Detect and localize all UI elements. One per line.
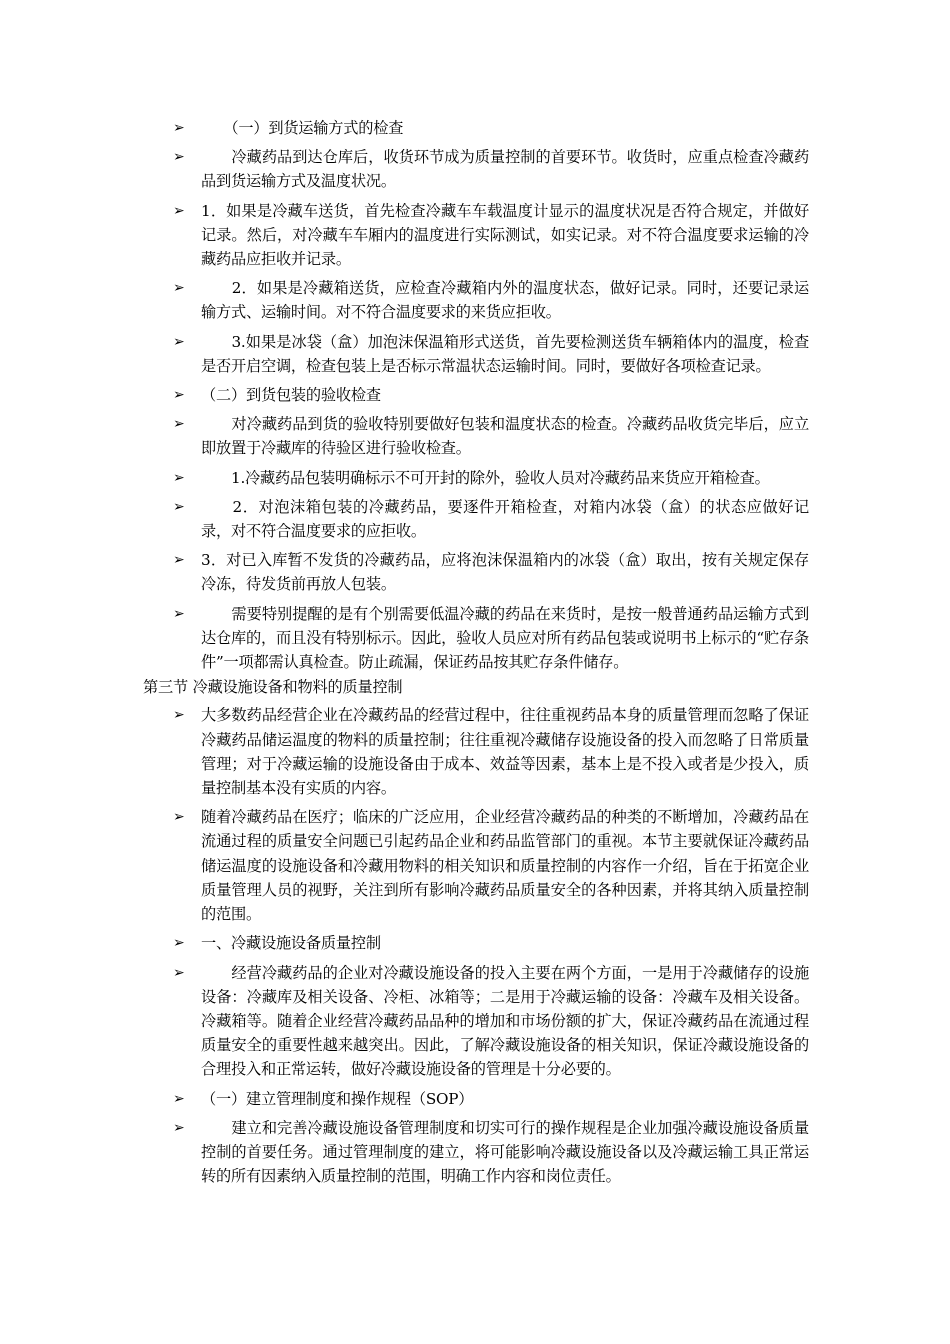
paragraph: 对冷藏药品到货的验收特别要做好包装和温度状态的检查。冷藏药品收货完毕后，应立即放置于冷藏库的待验区进行验收检查。 — [201, 415, 809, 458]
arrow-bullet-icon: ➢ — [173, 964, 185, 981]
paragraph: 需要特别提醒的是有个别需要低温冷藏的药品在来货时，是按一般普通药品运输方式到达仓库的，而且没有特别标示。因此，验收人员应对所有药品包装或说明书上标示的“贮存条件”一项都需认真检查。防止疏漏，保证药品按其贮存条件储存。 — [201, 604, 809, 672]
paragraph: 3.如果是冰袋（盒）加泡沫保温箱形式送货，首先要检测送货车辆箱体内的温度，检查是否开启空调，检查包装上是否标示常温状态运输时间。同时，要做好各项检查记录。 — [201, 332, 809, 375]
list-item — [173, 116, 809, 140]
paragraph: 2．如果是冷藏箱送货，应检查冷藏箱内外的温度状态，做好记录。同时，还要记录运输方式、运输时间。对不符合温度要求的来货应拒收。 — [201, 279, 809, 322]
paragraph: 建立和完善冷藏设施设备管理制度和切实可行的操作规程是企业加强冷藏设施设备质量控制的首要任务。通过管理制度的建立，将可能影响冷藏设施设备以及冷藏运输工具正常运转的所有因素纳入质量控制的范围，明确工作内容和岗位责任。 — [201, 1118, 809, 1186]
arrow-bullet-icon: ➢ — [173, 149, 185, 166]
arrow-bullet-icon: ➢ — [173, 416, 185, 433]
document-content — [0, 116, 950, 1193]
paragraph: 1．如果是冷藏车送货，首先检查冷藏车车载温度计显示的温度状况是否符合规定，并做好记录。然后，对冷藏车车厢内的温度进行实际测试，如实记录。对不符合温度要求运输的冷藏药品应拒收并记录。 — [201, 201, 809, 269]
list-item — [173, 961, 809, 1082]
subheading-package-check: （二）到货包装的验收检查 — [201, 386, 381, 405]
arrow-bullet-icon: ➢ — [173, 707, 185, 724]
list-item — [173, 805, 809, 926]
paragraph: 3．对已入库暂不发货的冷藏药品，应将泡沫保温箱内的冰袋（盒）取出，按有关规定保存冷冻，待发货前再放人包装。 — [201, 551, 809, 594]
list-item — [173, 602, 809, 675]
list-item — [173, 330, 809, 378]
arrow-bullet-icon: ➢ — [173, 202, 185, 219]
arrow-bullet-icon: ➢ — [173, 469, 185, 486]
arrow-bullet-icon: ➢ — [173, 120, 185, 136]
list-item — [173, 1087, 809, 1111]
paragraph: 随着冷藏药品在医疗；临床的广泛应用，企业经营冷藏药品的种类的不断增加，冷藏药品在流通过程的质量安全问题已引起药品企业和药品监管部门的重视。本节主要就保证冷藏药品储运温度的设施设备和冷藏用物料的相关知识和质量控制的内容作一介绍，旨在于拓宽企业质量管理人员的视野，关注到所有影响冷藏药品质量安全的各种因素，并将其纳入质量控制的范围。 — [201, 808, 809, 924]
list-item — [173, 495, 809, 543]
paragraph: 2．对泡沫箱包装的冷藏药品，要逐件开箱检查，对箱内冰袋（盒）的状态应做好记录，对不符合温度要求的应拒收。 — [201, 497, 809, 541]
list-item — [173, 383, 809, 407]
arrow-bullet-icon: ➢ — [173, 935, 185, 952]
list-item — [173, 466, 809, 490]
arrow-bullet-icon: ➢ — [173, 1090, 185, 1107]
arrow-bullet-icon: ➢ — [173, 498, 185, 515]
section-heading: 第三节 冷藏设施设备和物料的质量控制 — [143, 678, 403, 697]
arrow-bullet-icon: ➢ — [173, 1119, 185, 1136]
subheading-equipment-control: 一、冷藏设施设备质量控制 — [201, 934, 381, 953]
list-item — [173, 931, 809, 955]
arrow-bullet-icon: ➢ — [173, 605, 185, 622]
list-item — [173, 199, 809, 272]
arrow-bullet-icon: ➢ — [173, 280, 185, 297]
subheading-sop: （一）建立管理制度和操作规程（SOP） — [201, 1089, 474, 1108]
arrow-bullet-icon: ➢ — [173, 333, 185, 350]
list-item — [173, 703, 809, 800]
list-item — [173, 276, 809, 324]
arrow-bullet-icon: ➢ — [173, 809, 185, 826]
paragraph: 冷藏药品到达仓库后，收货环节成为质量控制的首要环节。收货时，应重点检查冷藏药品到货运输方式及温度状况。 — [201, 148, 809, 191]
paragraph: 1.冷藏药品包装明确标示不可开封的除外，验收人员对冷藏药品来货应开箱检查。 — [201, 468, 770, 487]
list-item — [173, 145, 809, 193]
paragraph: 经营冷藏药品的企业对冷藏设施设备的投入主要在两个方面，一是用于冷藏储存的设施设备：冷藏库及相关设备、冷柜、冰箱等；二是用于冷藏运输的设备：冷藏车及相关设备。冷藏箱等。随着企业经营冷藏药品品种的增加和市场份额的扩大，保证冷藏药品在流通过程质量安全的重要性越来越突出。因此，了解冷藏设施设备的相关知识，保证冷藏设施设备的合理投入和正常运转，做好冷藏设施设备的管理是十分必要的。 — [201, 963, 809, 1079]
arrow-bullet-icon: ➢ — [173, 552, 185, 569]
paragraph: 大多数药品经营企业在冷藏药品的经营过程中，往往重视药品本身的质量管理而忽略了保证冷藏药品储运温度的物料的质量控制；往往重视冷藏储存设施设备的投入而忽略了日常质量管理；对于冷藏运输的设施设备由于成本、效益等因素，基本上是不投入或者是少投入，质量控制基本没有实质的内容。 — [201, 706, 809, 798]
list-item — [173, 412, 809, 460]
arrow-bullet-icon: ➢ — [173, 387, 185, 404]
list-item — [173, 548, 809, 596]
subheading-transport-check: （一）到货运输方式的检查 — [201, 119, 404, 137]
list-item — [173, 1116, 809, 1189]
